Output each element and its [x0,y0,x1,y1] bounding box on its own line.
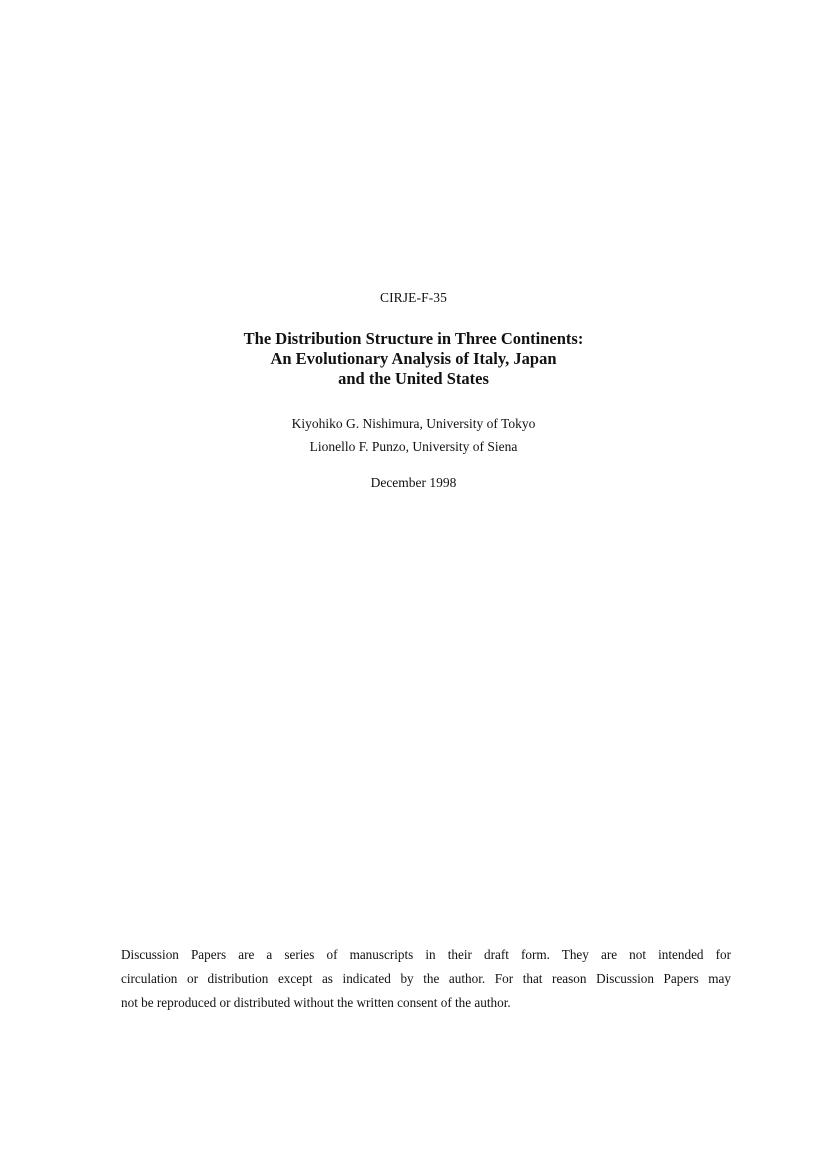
notice-line: circulation or distribution except as indicated by the author. For that reason Discussion Papers may [121,971,731,986]
notice-line: Discussion Papers are a series of manuscripts in their draft form. They are not intended for [121,947,731,962]
publication-date: December 1998 [370,475,457,490]
author-list [0,412,827,458]
author-affiliation: Lionello F. Punzo, University of Siena [309,439,518,454]
discussion-paper-notice [121,943,731,1015]
title-line: The Distribution Structure in Three Continents: [243,329,584,348]
title-line: and the United States [338,369,489,388]
paper-series-id: CIRJE-F-35 [379,290,447,305]
author-affiliation: Kiyohiko G. Nishimura, University of Tokyo [291,416,536,431]
title-line: An Evolutionary Analysis of Italy, Japan [270,349,557,368]
paper-title [0,329,827,389]
notice-line: not be reproduced or distributed without the written consent of the author. [121,995,511,1010]
